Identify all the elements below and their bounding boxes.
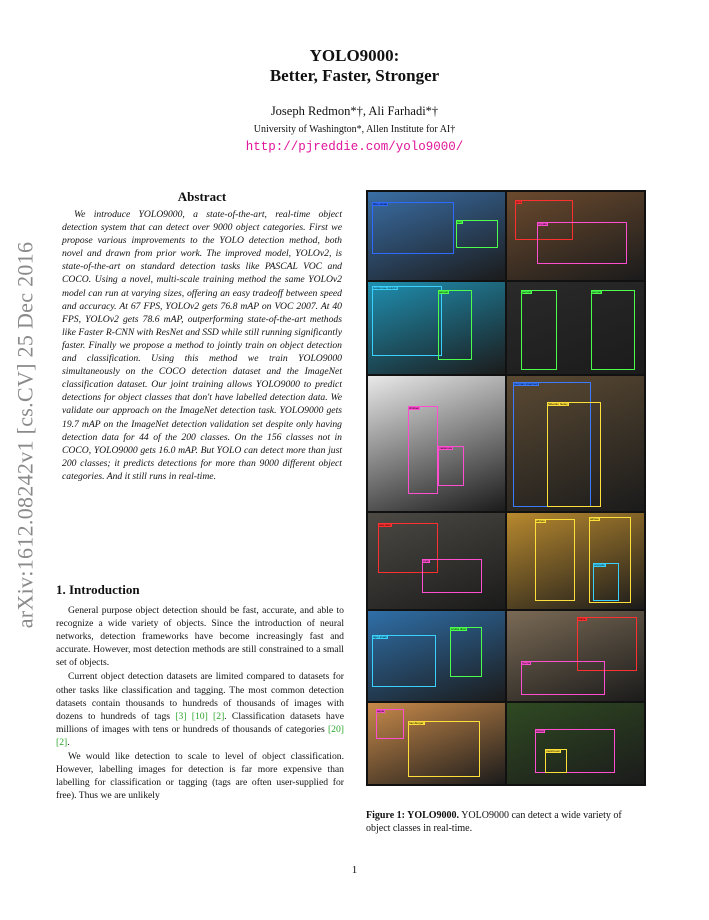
- detection-label: lynx: [516, 200, 522, 204]
- detection-box: [438, 446, 464, 486]
- detection-box: [372, 286, 442, 356]
- intro-paragraph-1: General purpose object detection should be fast, accurate, and able to recognize a wide variety of objects. Since the introduction of neural networks, detection frameworks have become increasingly fast and accurate. However, most detection methods are still constrained to a small set of objects.: [56, 605, 344, 669]
- figure-panel-obama: [507, 282, 644, 374]
- detection-box: [408, 406, 438, 494]
- figure-panel-shark: [368, 611, 505, 701]
- detection-label: hyena: [522, 661, 531, 665]
- detection-box: [438, 290, 472, 360]
- intro-paragraph-3: We would like detection to scale to level of object classification. However, labelling images for detection is far more expensive than labelling for classification or tagging (tags are often user-supplied for free). Thus we are unlikely: [56, 751, 344, 802]
- detection-label: crane: [578, 617, 586, 621]
- citation-link[interactable]: [20]: [327, 723, 344, 735]
- affiliation: University of Washington*, Allen Institute for AI†: [253, 124, 456, 135]
- project-url-link[interactable]: http://pjreddie.com/yolo9000/: [245, 140, 464, 154]
- detection-box: [547, 402, 601, 507]
- figure-panel-food: [368, 703, 505, 784]
- detection-box: [456, 220, 498, 248]
- detection-box: [591, 290, 635, 370]
- detection-label: person: [439, 290, 449, 294]
- detection-label: German shepherd: [514, 382, 539, 386]
- detection-label: apple: [377, 709, 385, 713]
- detection-box: [521, 290, 557, 370]
- detection-label: sea otter: [379, 523, 391, 527]
- figure-panel-basketball: [507, 513, 644, 609]
- detection-box: [408, 721, 480, 777]
- detection-label: impala: [538, 222, 547, 226]
- detection-label: crab: [423, 559, 429, 563]
- detection-box: [450, 627, 482, 677]
- detection-box: [535, 519, 575, 601]
- figure-panel-crane: [507, 611, 644, 701]
- detection-box: [372, 202, 454, 254]
- detection-box: [422, 559, 482, 593]
- detection-box: [545, 749, 567, 773]
- citation-link[interactable]: [2]: [56, 736, 68, 748]
- detection-label: tiger shark: [373, 635, 388, 639]
- figure-panel-snow: [368, 376, 505, 511]
- abstract-text: We introduce YOLO9000, a state-of-the-art, real-time object detection system that can detect over 9000 object categories. First we propose various improvements to the YOLO detection method, both novel and drawn from prior work. The improved model, YOLOv2, is state-of-the-art on standard detection tasks like PASCAL VOC and COCO. Using a novel, multi-scale training method the same YOLOv2 model can run at varying sizes, offering an easy tradeoff between speed and accuracy. At 67 FPS, YOLOv2 gets 76.8 mAP on VOC 2007. At 40 FPS, YOLOv2 gets 78.6 mAP, outperforming state-of-the-art methods like Faster R-CNN with ResNet and SSD while still running significantly faster. Finally we propose a method to jointly train on object detection and classification. Using this method we train YOLO9000 simultaneously on the COCO detection dataset and the ImageNet classification dataset. Our joint training allows YOLO9000 to predict detections for object classes that don't have labelled detection data. We validate our approach on the ImageNet detection task. YOLO9000 gets 19.7 mAP on the ImageNet detection validation set despite only having detection data for 44 of the 200 classes. On the 156 classes not in COCO, YOLO9000 gets 16.0 mAP. But YOLO can detect more than just 200 classes; it predicts detections for more than 9000 different object categories. And it still runs in real-time.: [62, 209, 342, 482]
- intro-paragraph-2: Current object detection datasets are limited compared to datasets for other tasks like classification and tagging. The most common detection datasets contain thousands to hundreds of thousands of images with dozens to hundreds of tags [3] [10] [2]. Classification datasets have millions of images with tens or hundreds of thousands of categories [20] [2].: [56, 671, 344, 748]
- figure-panel-dogs: [507, 376, 644, 511]
- detection-box: [372, 635, 436, 687]
- detection-label: mushroom: [546, 749, 561, 753]
- abstract-heading: Abstract: [177, 189, 227, 204]
- figure-caption: Figure 1: YOLO9000. YOLO9000 can detect a wide variety of object classes in real-time.: [366, 810, 622, 834]
- citation-link[interactable]: [2]: [213, 710, 225, 722]
- detection-box: [521, 661, 605, 695]
- arxiv-identifier: arXiv:1612.08242v1 [cs.CV] 25 Dec 2016: [12, 241, 37, 629]
- detection-box: [537, 222, 627, 264]
- paper-title-line-2: Better, Faster, Stronger: [269, 66, 440, 85]
- detection-label: blue whale: [373, 202, 388, 206]
- figure-1-detection-collage: [366, 190, 646, 786]
- detection-label: bottlenose dolphin: [373, 286, 398, 290]
- detection-label: scuba diver: [451, 627, 467, 631]
- detection-label: person: [522, 290, 532, 294]
- figure-panel-mushroom: [507, 703, 644, 784]
- detection-box: [593, 563, 619, 601]
- introduction-body: [56, 604, 344, 803]
- detection-label: Siberian husky: [548, 402, 568, 406]
- detection-label: unicycle: [594, 563, 605, 567]
- figure-panel-impala: [507, 192, 644, 280]
- detection-label: person: [592, 290, 602, 294]
- detection-label: chicken: [409, 406, 420, 410]
- detection-box: [376, 709, 404, 739]
- figure-panel-otter: [368, 513, 505, 609]
- page-number: 1: [351, 864, 358, 876]
- citation-link[interactable]: [10]: [191, 710, 208, 722]
- detection-label: bolete: [536, 729, 545, 733]
- figure-panel-dolphin: [368, 282, 505, 374]
- citation-link[interactable]: [3]: [175, 710, 187, 722]
- paper-title-line-1: YOLO9000:: [309, 46, 400, 65]
- detection-label: hamburger: [409, 721, 424, 725]
- authors: Joseph Redmon*†, Ali Farhadi*†: [270, 104, 439, 118]
- detection-label: athlete: [590, 517, 600, 521]
- detection-label: malamute: [439, 446, 453, 450]
- detection-label: athlete: [536, 519, 546, 523]
- figure-panel-whale: [368, 192, 505, 280]
- detection-label: tern: [457, 220, 463, 224]
- section-heading-introduction: 1. Introduction: [56, 582, 140, 597]
